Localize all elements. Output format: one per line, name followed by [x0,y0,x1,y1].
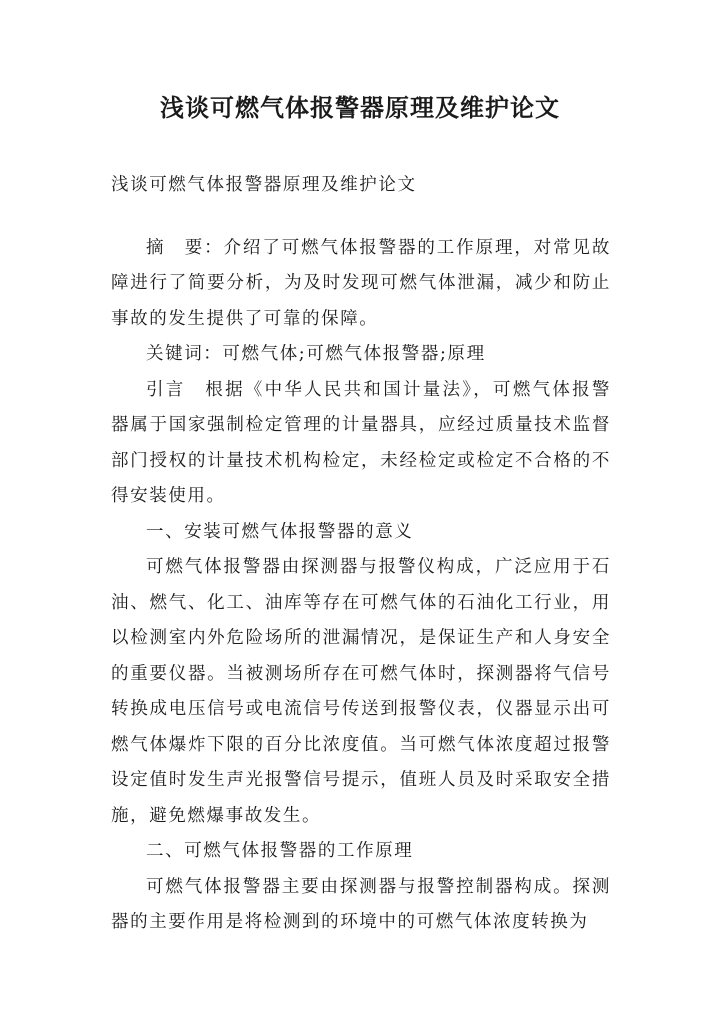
intro-paragraph: 引言 根据《中华人民共和国计量法》，可燃气体报警器属于国家强制检定管理的计量器具，应经过质量技术监督部门授权的计量技术机构检定，未经检定或检定不合格的不得安装使用。 [111,379,611,506]
abstract-paragraph: 摘 要：介绍了可燃气体报警器的工作原理，对常见故障进行了简要分析，为及时发现可燃气体泄漏，减少和防止事故的发生提供了可靠的保障。 [111,237,611,329]
section-1-paragraph: 可燃气体报警器由探测器与报警仪构成，广泛应用于石油、燃气、化工、油库等存在可燃气体的石油化工行业，用以检测室内外危险场所的泄漏情况，是保证生产和人身安全的重要仪器。当被测场所存在可燃气体时，探测器将气信号转换成电压信号或电流信号传送到报警仪表，仪器显示出可燃气体爆炸下限的百分比浓度值。当可燃气体浓度超过报警设定值时发生声光报警信号提示，值班人员及时采取安全措施，避免燃爆事故发生。 [111,557,611,826]
keywords-line: 关键词：可燃气体;可燃气体报警器;原理 [146,344,486,364]
section-2-paragraph: 可燃气体报警器主要由探测器与报警控制器构成。探测器的主要作用是将检测到的环境中的可燃气体浓度转换为 [111,876,611,932]
document-title: 浅谈可燃气体报警器原理及维护论文 [160,93,560,122]
section-1-heading: 一、安装可燃气体报警器的意义 [146,521,414,542]
section-2-heading: 二、可燃气体报警器的工作原理 [146,841,414,861]
document-subtitle: 浅谈可燃气体报警器原理及维护论文 [111,175,417,195]
document-body [111,168,611,941]
